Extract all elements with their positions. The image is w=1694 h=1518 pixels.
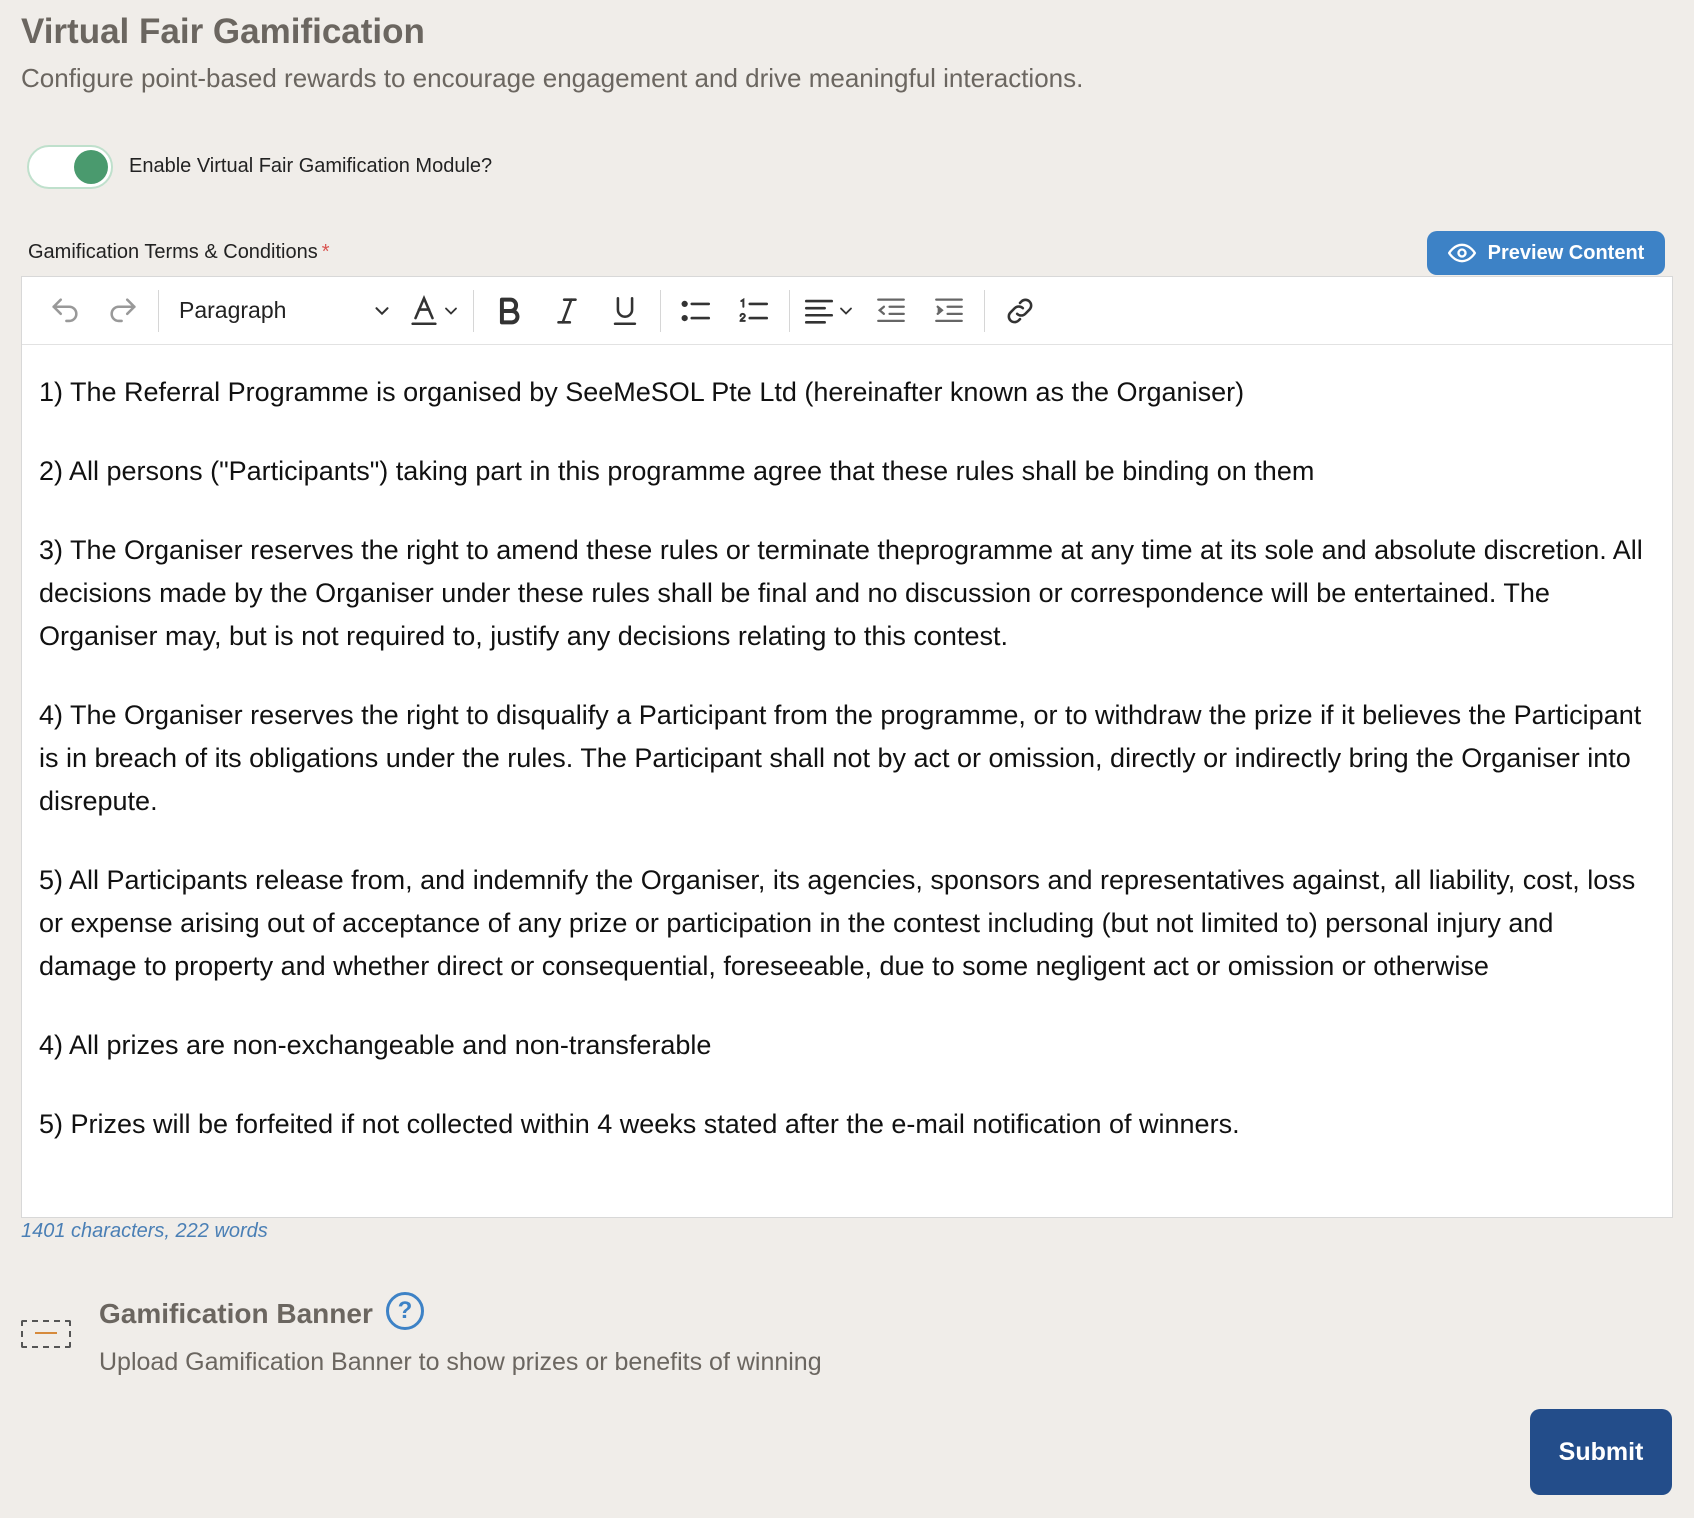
bulleted-list-button[interactable] bbox=[673, 288, 719, 334]
bulleted-list-icon bbox=[678, 294, 714, 328]
toggle-knob bbox=[74, 150, 108, 184]
numbered-list-icon bbox=[736, 294, 772, 328]
terms-paragraph: 3) The Organiser reserves the right to amend these rules or terminate theprogramme at any time at its sole and absolute discretion. All decisions made by the Organiser under these rules shall be final and no discussion or correspondence will be entertained. The Organiser may, but is not required to, justify any decisions relating to this contest. bbox=[39, 535, 1643, 651]
toolbar-divider bbox=[660, 290, 661, 332]
editor-content[interactable] bbox=[22, 345, 1672, 1146]
redo-icon bbox=[106, 294, 140, 328]
help-icon[interactable]: ? bbox=[386, 1292, 424, 1330]
indent-button[interactable] bbox=[926, 288, 972, 334]
toolbar-divider bbox=[984, 290, 985, 332]
eye-icon bbox=[1448, 239, 1476, 267]
toolbar-divider bbox=[158, 290, 159, 332]
chevron-down-icon bbox=[371, 300, 393, 322]
terms-label bbox=[28, 241, 330, 264]
banner-image-icon bbox=[21, 1320, 71, 1348]
bold-button[interactable] bbox=[486, 288, 532, 334]
outdent-icon bbox=[874, 294, 908, 328]
link-icon bbox=[1003, 294, 1037, 328]
terms-rich-text-editor[interactable] bbox=[21, 276, 1673, 1218]
chevron-down-icon bbox=[441, 301, 461, 321]
banner-title: Gamification Banner bbox=[99, 1298, 373, 1329]
font-color-button[interactable] bbox=[407, 288, 461, 334]
block-format-dropdown[interactable] bbox=[165, 288, 401, 334]
font-color-icon bbox=[407, 294, 441, 328]
preview-content-label: Preview Content bbox=[1487, 241, 1645, 264]
chevron-down-icon bbox=[836, 301, 856, 321]
preview-content-button[interactable] bbox=[1427, 231, 1665, 275]
bold-icon bbox=[492, 294, 526, 328]
terms-paragraph: 5) All Participants release from, and indemnify the Organiser, its agencies, sponsors and representatives against, all liability, cost, loss or expense arising out of acceptance of any prize or participation in the contest including (but not limited to) personal injury and damage to property and whether direct or consequential, foreseeable, due to some negligent act or omission or otherwise bbox=[39, 865, 1636, 981]
editor-toolbar bbox=[22, 277, 1672, 345]
numbered-list-button[interactable] bbox=[731, 288, 777, 334]
underline-icon bbox=[608, 294, 642, 328]
italic-icon bbox=[550, 294, 584, 328]
required-marker: * bbox=[321, 241, 330, 263]
undo-icon bbox=[48, 294, 82, 328]
terms-paragraph: 5) Prizes will be forfeited if not collected within 4 weeks stated after the e-mail notification of winners. bbox=[39, 1109, 1240, 1139]
block-format-value: Paragraph bbox=[179, 297, 287, 323]
toolbar-divider bbox=[789, 290, 790, 332]
terms-paragraph: 2) All persons ("Participants") taking part in this programme agree that these rules shall be binding on them bbox=[39, 456, 1315, 486]
align-icon bbox=[802, 294, 836, 328]
outdent-button[interactable] bbox=[868, 288, 914, 334]
submit-button[interactable]: Submit bbox=[1530, 1409, 1672, 1495]
gamification-module-toggle[interactable] bbox=[27, 145, 113, 189]
toggle-label: Enable Virtual Fair Gamification Module? bbox=[129, 155, 493, 177]
terms-paragraph: 1) The Referral Programme is organised by SeeMeSOL Pte Ltd (hereinafter known as the Organiser) bbox=[39, 377, 1245, 407]
terms-paragraph: 4) The Organiser reserves the right to disqualify a Participant from the programme, or to withdraw the prize if it believes the Participant is in breach of its obligations under the rules. The Participant shall not by act or omission, directly or indirectly bring the Organiser into disrepute. bbox=[39, 700, 1642, 816]
underline-button[interactable] bbox=[602, 288, 648, 334]
terms-label-text: Gamification Terms & Conditions bbox=[28, 241, 318, 263]
terms-paragraph: 4) All prizes are non-exchangeable and non-transferable bbox=[39, 1030, 712, 1060]
undo-button[interactable] bbox=[42, 288, 88, 334]
character-word-counter: 1401 characters, 222 words bbox=[21, 1220, 268, 1242]
banner-description: Upload Gamification Banner to show prizes or benefits of winning bbox=[99, 1348, 822, 1376]
page-title: Virtual Fair Gamification bbox=[21, 12, 425, 51]
page-subtitle: Configure point-based rewards to encourage engagement and drive meaningful interactions. bbox=[21, 63, 1084, 93]
align-button[interactable] bbox=[802, 288, 856, 334]
link-button[interactable] bbox=[997, 288, 1043, 334]
indent-icon bbox=[932, 294, 966, 328]
italic-button[interactable] bbox=[544, 288, 590, 334]
toolbar-divider bbox=[473, 290, 474, 332]
redo-button[interactable] bbox=[100, 288, 146, 334]
